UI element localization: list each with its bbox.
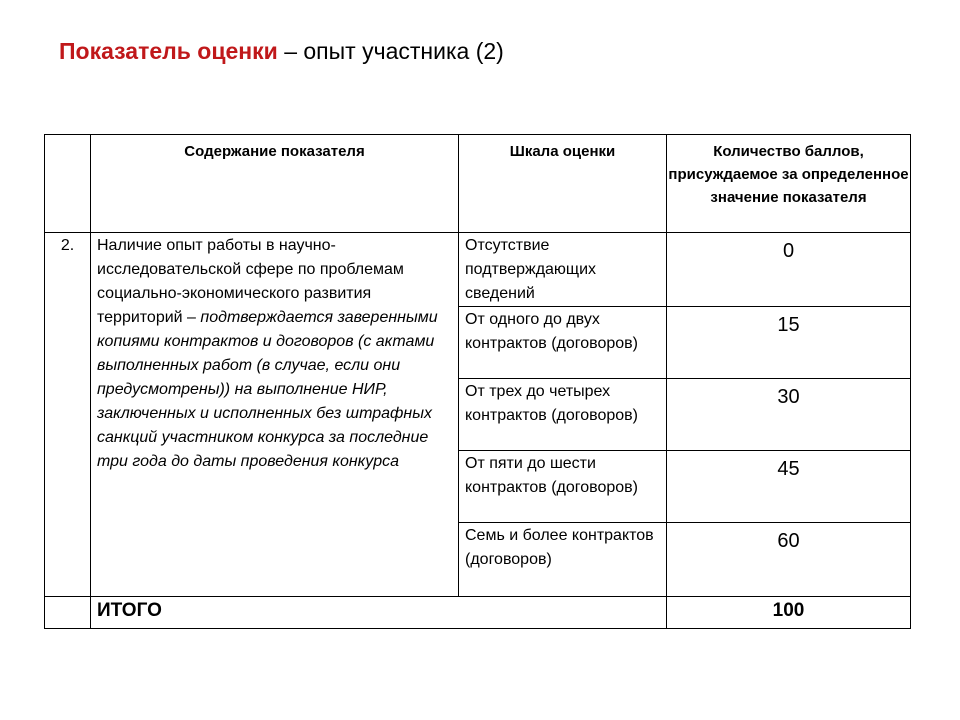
row-number: 2.	[45, 233, 91, 597]
header-num	[45, 135, 91, 233]
indicator-content-italic: подтверждается заверенными копиями контрактов и договоров (с актами выполненных работ (в случае, если они предусмотрены)) на выполнение НИР, заключенных и исполненных без штрафных санкций участником конкурса за последние три года до даты проведения конкурса	[97, 309, 438, 470]
points-cell: 15	[667, 307, 911, 379]
points-cell: 60	[667, 523, 911, 597]
scale-cell: Семь и более контрактов (договоров)	[459, 523, 667, 597]
header-content: Содержание показателя	[91, 135, 459, 233]
points-cell: 0	[667, 233, 911, 307]
total-empty-cell	[45, 597, 91, 629]
title-highlight: Показатель оценки	[59, 38, 278, 64]
points-cell: 45	[667, 451, 911, 523]
scale-cell: Отсутствие подтверждающих сведений	[459, 233, 667, 307]
criteria-table	[44, 134, 911, 629]
scale-cell: От трех до четырех контрактов (договоров)	[459, 379, 667, 451]
indicator-content	[91, 233, 459, 597]
scale-cell: От одного до двух контрактов (договоров)	[459, 307, 667, 379]
scale-cell: От пяти до шести контрактов (договоров)	[459, 451, 667, 523]
title-rest: – опыт участника (2)	[277, 38, 504, 64]
page-title	[59, 38, 504, 65]
table-row	[45, 233, 911, 307]
total-value: 100	[667, 597, 911, 629]
header-points: Количество баллов, присуждаемое за определенное значение показателя	[667, 135, 911, 233]
total-label: ИТОГО	[91, 597, 667, 629]
header-scale: Шкала оценки	[459, 135, 667, 233]
total-row	[45, 597, 911, 629]
indicator-content-plain: Наличие опыт работы в научно-исследовательской сфере по проблемам социально-экономического развития территорий –	[97, 237, 404, 326]
header-row	[45, 135, 911, 233]
points-cell: 30	[667, 379, 911, 451]
